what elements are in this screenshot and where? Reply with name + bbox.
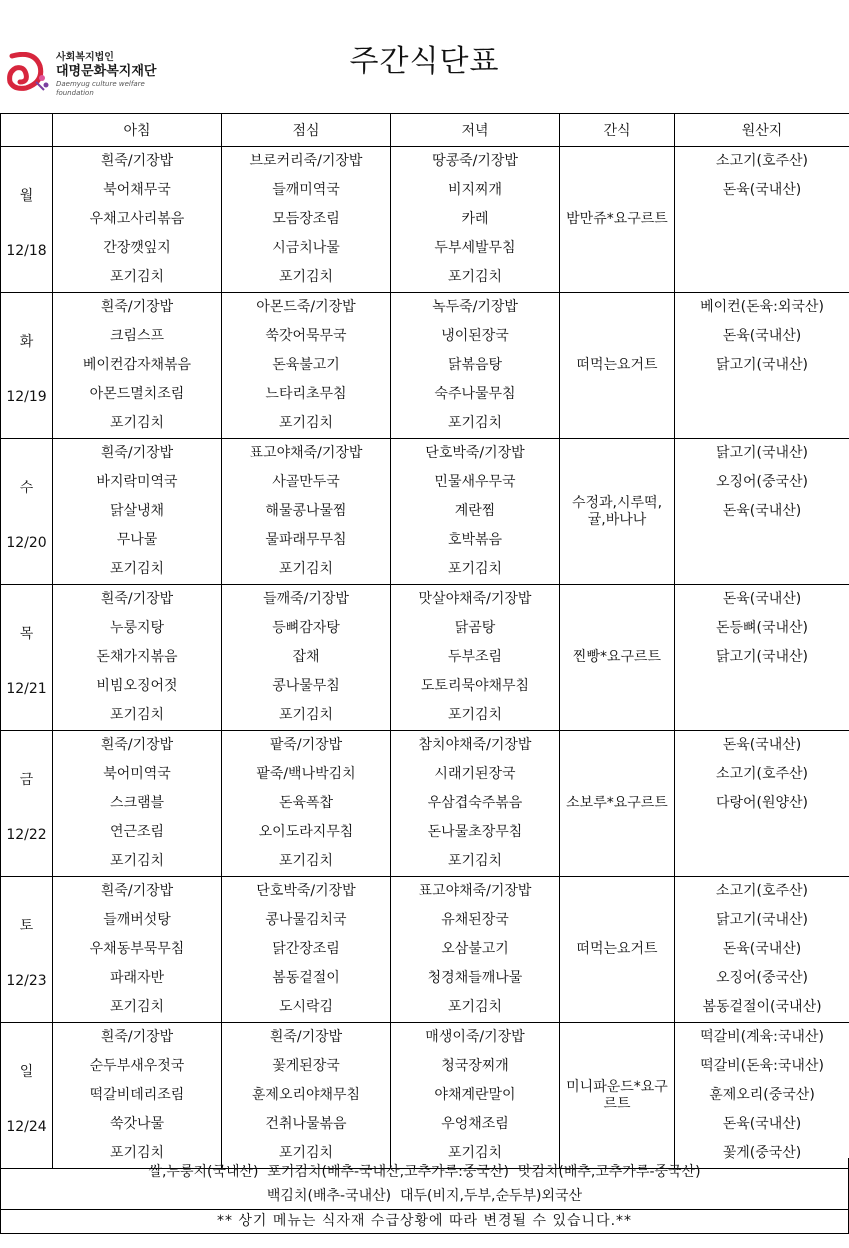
menu-table bbox=[0, 113, 849, 1169]
origin-cell bbox=[675, 877, 849, 1023]
lunch-item: 표고야채죽/기장밥 bbox=[249, 445, 363, 461]
origin-item: 돈육(국내산) bbox=[722, 941, 802, 957]
dinner-item: 숙주나물무침 bbox=[434, 386, 516, 402]
breakfast-item: 돈채가지볶음 bbox=[96, 649, 178, 665]
snack-cell bbox=[560, 731, 675, 877]
origin-footer bbox=[0, 1158, 849, 1210]
origin-item: 돈육(국내산) bbox=[722, 328, 802, 344]
origin-item: 오징어(중국산) bbox=[715, 474, 809, 490]
day-row bbox=[1, 585, 849, 731]
origin-item: 소고기(호주산) bbox=[715, 766, 809, 782]
origin-item: 떡갈비(돈육:국내산) bbox=[700, 1058, 824, 1074]
origin-item: 닭고기(국내산) bbox=[715, 649, 809, 665]
lunch-item: 팥죽/백나박김치 bbox=[256, 766, 356, 782]
breakfast-cell bbox=[53, 293, 222, 439]
lunch-item: 돈육불고기 bbox=[272, 357, 340, 373]
org-title: 대명문화복지재단 bbox=[56, 64, 157, 79]
day-date: 12/22 bbox=[6, 827, 47, 843]
breakfast-item: 연근조림 bbox=[109, 824, 165, 840]
breakfast-item: 포기김치 bbox=[109, 269, 165, 285]
day-date: 12/24 bbox=[6, 1119, 47, 1135]
breakfast-item: 북어미역국 bbox=[103, 766, 171, 782]
origin-item bbox=[675, 818, 849, 847]
dinner-item: 우엉채조림 bbox=[441, 1116, 509, 1132]
origin-item bbox=[675, 409, 849, 438]
lunch-cell bbox=[222, 293, 391, 439]
header-lunch: 점심 bbox=[222, 114, 391, 147]
origin-item bbox=[675, 526, 849, 555]
snack-cell bbox=[560, 293, 675, 439]
origin-item: 베이컨(돈육:외국산) bbox=[700, 299, 824, 315]
breakfast-item: 흰죽/기장밥 bbox=[100, 737, 174, 753]
day-row bbox=[1, 147, 849, 293]
origin-item bbox=[675, 847, 849, 876]
breakfast-cell bbox=[53, 1023, 222, 1169]
dinner-item: 두부세발무침 bbox=[434, 240, 516, 256]
day-cell bbox=[1, 147, 53, 293]
header-breakfast: 아침 bbox=[53, 114, 222, 147]
breakfast-item: 포기김치 bbox=[109, 853, 165, 869]
org-english-name: Daemyug culture welfare foundation bbox=[56, 80, 145, 97]
breakfast-item: 아몬드멸치조림 bbox=[89, 386, 185, 402]
lunch-item: 잡채 bbox=[292, 649, 320, 665]
dinner-item: 오삼불고기 bbox=[441, 941, 509, 957]
header-day bbox=[1, 114, 53, 147]
breakfast-item: 우채동부묵무침 bbox=[89, 941, 185, 957]
dinner-item: 참치야채죽/기장밥 bbox=[418, 737, 532, 753]
origin-item: 닭고기(국내산) bbox=[715, 445, 809, 461]
lunch-item: 브로커리죽/기장밥 bbox=[249, 153, 363, 169]
breakfast-item: 흰죽/기장밥 bbox=[100, 153, 174, 169]
dinner-item: 포기김치 bbox=[447, 707, 503, 723]
day-name: 토 bbox=[19, 918, 34, 934]
lunch-item: 시금치나물 bbox=[272, 240, 340, 256]
header-row bbox=[1, 114, 849, 147]
dinner-item: 포기김치 bbox=[447, 269, 503, 285]
origin-item: 닭고기(국내산) bbox=[715, 912, 809, 928]
origin-cell bbox=[675, 1023, 849, 1169]
day-row bbox=[1, 731, 849, 877]
dinner-cell bbox=[391, 293, 560, 439]
dinner-item: 포기김치 bbox=[447, 853, 503, 869]
origin-item: 돈육(국내산) bbox=[722, 591, 802, 607]
origin-cell bbox=[675, 439, 849, 585]
lunch-cell bbox=[222, 877, 391, 1023]
day-name: 일 bbox=[19, 1064, 34, 1080]
lunch-cell bbox=[222, 585, 391, 731]
lunch-cell bbox=[222, 147, 391, 293]
origin-cell bbox=[675, 585, 849, 731]
lunch-item: 닭간장조림 bbox=[272, 941, 340, 957]
day-date: 12/19 bbox=[6, 389, 47, 405]
lunch-item: 팥죽/기장밥 bbox=[269, 737, 343, 753]
lunch-item: 도시락김 bbox=[278, 999, 334, 1015]
breakfast-item: 흰죽/기장밥 bbox=[100, 299, 174, 315]
breakfast-item: 파래자반 bbox=[109, 970, 165, 986]
lunch-item: 사골만두국 bbox=[272, 474, 340, 490]
breakfast-cell bbox=[53, 731, 222, 877]
dinner-item: 닭볶음탕 bbox=[447, 357, 503, 373]
day-row bbox=[1, 439, 849, 585]
snack-item: 찐빵*요구르트 bbox=[572, 649, 662, 665]
origin-item: 돈육(국내산) bbox=[722, 737, 802, 753]
origin-item: 돈등뼈(국내산) bbox=[715, 620, 809, 636]
dinner-item: 도토리묵야채무침 bbox=[420, 678, 530, 694]
lunch-item: 콩나물김치국 bbox=[265, 912, 347, 928]
origin-item bbox=[675, 263, 849, 292]
day-name: 화 bbox=[19, 334, 34, 350]
breakfast-item: 닭살냉채 bbox=[109, 503, 165, 519]
breakfast-cell bbox=[53, 877, 222, 1023]
origin-item: 돈육(국내산) bbox=[722, 182, 802, 198]
day-row bbox=[1, 1023, 849, 1169]
snack-cell bbox=[560, 585, 675, 731]
lunch-item: 등뼈감자탕 bbox=[272, 620, 340, 636]
day-date: 12/20 bbox=[6, 535, 47, 551]
lunch-item: 돈육폭찹 bbox=[278, 795, 334, 811]
breakfast-item: 들깨버섯탕 bbox=[103, 912, 171, 928]
origin-item: 닭고기(국내산) bbox=[715, 357, 809, 373]
lunch-item: 포기김치 bbox=[278, 707, 334, 723]
day-cell bbox=[1, 877, 53, 1023]
change-notice: ** 상기 메뉴는 식자재 수급상황에 따라 변경될 수 있습니다.** bbox=[0, 1210, 849, 1234]
dinner-item: 카레 bbox=[461, 211, 489, 227]
lunch-item: 모듬장조림 bbox=[272, 211, 340, 227]
snack-cell bbox=[560, 147, 675, 293]
day-date: 12/23 bbox=[6, 973, 47, 989]
day-cell bbox=[1, 439, 53, 585]
breakfast-item: 베이컨감자채볶음 bbox=[82, 357, 192, 373]
day-name: 수 bbox=[19, 480, 34, 496]
origin-item: 훈제오리(중국산) bbox=[709, 1087, 815, 1103]
dinner-item: 녹두죽/기장밥 bbox=[432, 299, 518, 315]
dinner-item: 비지찌개 bbox=[447, 182, 503, 198]
snack-item: 밤만쥬*요구르트 bbox=[566, 211, 668, 227]
dinner-item: 계란찜 bbox=[454, 503, 496, 519]
origin-item bbox=[675, 234, 849, 263]
lunch-cell bbox=[222, 1023, 391, 1169]
origin-item bbox=[675, 555, 849, 584]
lunch-item: 꽃게된장국 bbox=[272, 1058, 340, 1074]
dinner-item: 호박볶음 bbox=[447, 532, 503, 548]
dinner-cell bbox=[391, 147, 560, 293]
breakfast-item: 무나물 bbox=[116, 532, 158, 548]
breakfast-item: 크림스프 bbox=[109, 328, 165, 344]
breakfast-item: 흰죽/기장밥 bbox=[100, 591, 174, 607]
lunch-item: 아몬드죽/기장밥 bbox=[256, 299, 356, 315]
breakfast-item: 포기김치 bbox=[109, 1145, 165, 1161]
day-date: 12/21 bbox=[6, 681, 47, 697]
breakfast-item: 스크램블 bbox=[109, 795, 165, 811]
lunch-item: 포기김치 bbox=[278, 1145, 334, 1161]
origin-item: 오징어(중국산) bbox=[715, 970, 809, 986]
dinner-item: 땅콩죽/기장밥 bbox=[432, 153, 518, 169]
day-cell bbox=[1, 293, 53, 439]
breakfast-item: 포기김치 bbox=[109, 707, 165, 723]
breakfast-item: 흰죽/기장밥 bbox=[100, 883, 174, 899]
lunch-cell bbox=[222, 439, 391, 585]
page-title: 주간식단표 bbox=[349, 44, 500, 79]
dinner-item: 야채계란말이 bbox=[434, 1087, 516, 1103]
origin-footer-line1: 쌀,누룽지(국내산) 포기김치(배추-국내산,고추가루:중국산) 맛김치(배추,고추가루-중국산) bbox=[148, 1164, 701, 1180]
origin-footer-line2: 백김치(배추-국내산) 대두(비지,두부,순두부)외국산 bbox=[266, 1188, 583, 1204]
menu-body bbox=[1, 147, 849, 1169]
breakfast-item: 포기김치 bbox=[109, 415, 165, 431]
page-header bbox=[0, 0, 849, 112]
dinner-item: 포기김치 bbox=[447, 999, 503, 1015]
dinner-item: 유채된장국 bbox=[441, 912, 509, 928]
dinner-item: 맛살야채죽/기장밥 bbox=[418, 591, 532, 607]
day-cell bbox=[1, 1023, 53, 1169]
snack-cell bbox=[560, 1023, 675, 1169]
dinner-item: 닭곰탕 bbox=[454, 620, 496, 636]
snack-item: 떠먹는요거트 bbox=[576, 941, 658, 957]
lunch-item: 해물콩나물찜 bbox=[265, 503, 347, 519]
breakfast-item: 바지락미역국 bbox=[96, 474, 178, 490]
breakfast-item: 포기김치 bbox=[109, 999, 165, 1015]
origin-item: 봄동겉절이(국내산) bbox=[702, 999, 822, 1015]
dinner-item: 표고야채죽/기장밥 bbox=[418, 883, 532, 899]
lunch-cell bbox=[222, 731, 391, 877]
snack-item: 떠먹는요거트 bbox=[576, 357, 658, 373]
dinner-item: 두부조림 bbox=[447, 649, 503, 665]
breakfast-item: 떡갈비데리조림 bbox=[89, 1087, 185, 1103]
dinner-item: 포기김치 bbox=[447, 561, 503, 577]
origin-item: 소고기(호주산) bbox=[715, 883, 809, 899]
lunch-item: 들깨죽/기장밥 bbox=[263, 591, 349, 607]
day-cell bbox=[1, 731, 53, 877]
dinner-item: 우삼겹숙주볶음 bbox=[427, 795, 523, 811]
dinner-cell bbox=[391, 877, 560, 1023]
snack-item: 소보루*요구르트 bbox=[566, 795, 668, 811]
lunch-item: 흰죽/기장밥 bbox=[269, 1029, 343, 1045]
breakfast-item: 흰죽/기장밥 bbox=[100, 445, 174, 461]
breakfast-cell bbox=[53, 439, 222, 585]
breakfast-item: 북어채무국 bbox=[103, 182, 171, 198]
origin-item bbox=[675, 672, 849, 701]
dinner-item: 포기김치 bbox=[447, 415, 503, 431]
origin-item: 떡갈비(계육:국내산) bbox=[700, 1029, 824, 1045]
dinner-cell bbox=[391, 585, 560, 731]
dinner-item: 단호박죽/기장밥 bbox=[425, 445, 525, 461]
lunch-item: 봄동겉절이 bbox=[272, 970, 340, 986]
origin-item: 돈육(국내산) bbox=[722, 503, 802, 519]
dinner-item: 시래기된장국 bbox=[434, 766, 516, 782]
dinner-item: 매생이죽/기장밥 bbox=[425, 1029, 525, 1045]
org-type: 사회복지법인 bbox=[56, 52, 114, 63]
dinner-cell bbox=[391, 731, 560, 877]
breakfast-item: 순두부새우젓국 bbox=[89, 1058, 185, 1074]
breakfast-item: 비빔오징어젓 bbox=[96, 678, 178, 694]
dinner-item: 청국장찌개 bbox=[441, 1058, 509, 1074]
breakfast-cell bbox=[53, 147, 222, 293]
dinner-cell bbox=[391, 1023, 560, 1169]
day-row bbox=[1, 877, 849, 1023]
day-name: 월 bbox=[19, 188, 34, 204]
day-cell bbox=[1, 585, 53, 731]
breakfast-item: 누룽지탕 bbox=[109, 620, 165, 636]
dinner-item: 포기김치 bbox=[447, 1145, 503, 1161]
origin-item: 다랑어(원양산) bbox=[715, 795, 809, 811]
dinner-item: 청경채들깨나물 bbox=[427, 970, 523, 986]
lunch-item: 쑥갓어묵무국 bbox=[265, 328, 347, 344]
origin-item: 꽃게(중국산) bbox=[722, 1145, 802, 1161]
lunch-item: 포기김치 bbox=[278, 415, 334, 431]
origin-cell bbox=[675, 731, 849, 877]
lunch-item: 포기김치 bbox=[278, 561, 334, 577]
breakfast-item: 간장깻잎지 bbox=[103, 240, 171, 256]
breakfast-item: 흰죽/기장밥 bbox=[100, 1029, 174, 1045]
lunch-item: 들깨미역국 bbox=[272, 182, 340, 198]
origin-item bbox=[675, 701, 849, 730]
day-name: 금 bbox=[19, 772, 34, 788]
snack-cell bbox=[560, 439, 675, 585]
snack-item: 미니파운드*요구르트 bbox=[566, 1078, 668, 1112]
breakfast-item: 우채고사리볶음 bbox=[89, 211, 185, 227]
dinner-item: 냉이된장국 bbox=[441, 328, 509, 344]
lunch-item: 포기김치 bbox=[278, 269, 334, 285]
dinner-item: 돈나물초장무침 bbox=[427, 824, 523, 840]
breakfast-item: 쑥갓나물 bbox=[109, 1116, 165, 1132]
snack-item: 수정과,시루떡,귤,바나나 bbox=[571, 494, 663, 528]
origin-item: 소고기(호주산) bbox=[715, 153, 809, 169]
lunch-item: 훈제오리야채무침 bbox=[251, 1087, 361, 1103]
header-snack: 간식 bbox=[560, 114, 675, 147]
day-date: 12/18 bbox=[6, 243, 47, 259]
dinner-cell bbox=[391, 439, 560, 585]
header-dinner: 저녁 bbox=[391, 114, 560, 147]
origin-item bbox=[675, 205, 849, 234]
lunch-item: 느타리초무침 bbox=[265, 386, 347, 402]
dinner-item: 민물새우무국 bbox=[434, 474, 516, 490]
day-row bbox=[1, 293, 849, 439]
lunch-item: 포기김치 bbox=[278, 853, 334, 869]
origin-cell bbox=[675, 293, 849, 439]
lunch-item: 건취나물볶음 bbox=[265, 1116, 347, 1132]
day-name: 목 bbox=[19, 626, 34, 642]
lunch-item: 콩나물무침 bbox=[272, 678, 340, 694]
breakfast-item: 포기김치 bbox=[109, 561, 165, 577]
origin-item bbox=[675, 380, 849, 409]
lunch-item: 단호박죽/기장밥 bbox=[256, 883, 356, 899]
lunch-item: 물파래무무침 bbox=[265, 532, 347, 548]
header-origin: 원산지 bbox=[675, 114, 849, 147]
snack-cell bbox=[560, 877, 675, 1023]
origin-cell bbox=[675, 147, 849, 293]
origin-item: 돈육(국내산) bbox=[722, 1116, 802, 1132]
breakfast-cell bbox=[53, 585, 222, 731]
lunch-item: 오이도라지무침 bbox=[258, 824, 354, 840]
